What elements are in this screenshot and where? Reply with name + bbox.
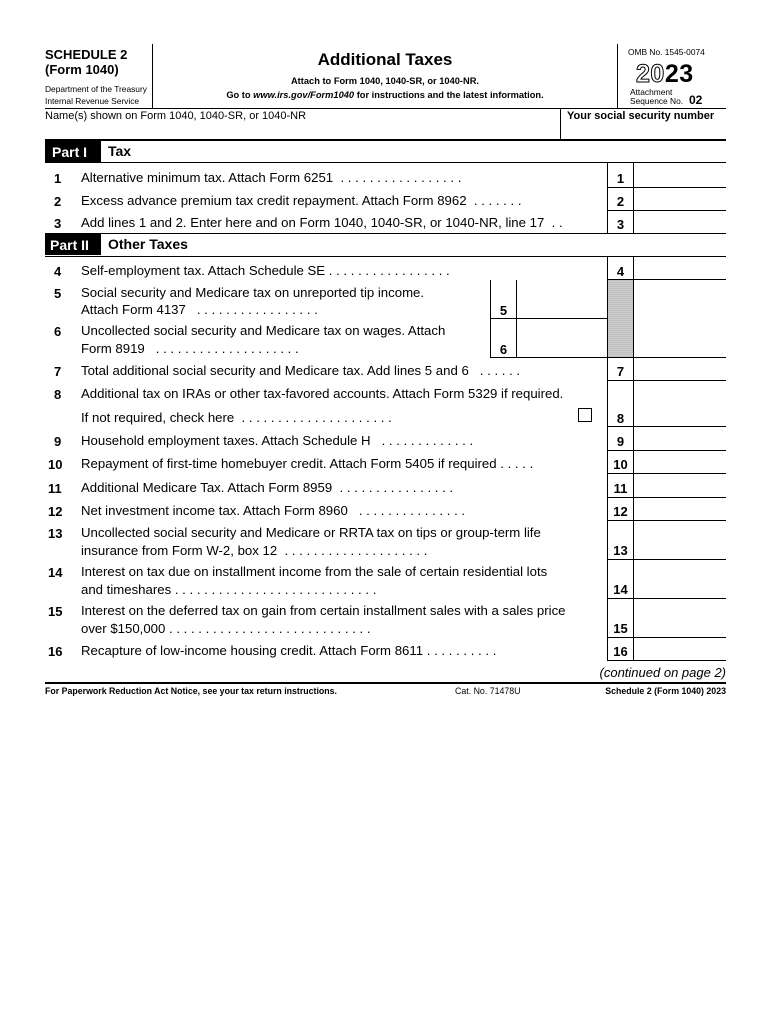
leader-dots: . . . . . bbox=[500, 456, 534, 471]
line-text bbox=[81, 480, 453, 495]
line-9-amount[interactable] bbox=[634, 427, 725, 449]
line-14-amount[interactable] bbox=[634, 560, 725, 598]
omb-number: OMB No. 1545-0074 bbox=[628, 47, 705, 57]
line-label: Add lines 1 and 2. Enter here and on Form 1040, 1040-SR, or 1040-NR, line 17 bbox=[81, 215, 545, 230]
line-label: Social security and Medicare tax on unreported tip income. bbox=[81, 285, 425, 300]
line-text bbox=[81, 363, 520, 378]
line-number: 8 bbox=[54, 387, 62, 402]
line-8-amount[interactable] bbox=[634, 404, 725, 426]
form-title: Additional Taxes bbox=[317, 50, 453, 69]
line-15-amount[interactable] bbox=[634, 599, 725, 637]
line-number: 2 bbox=[54, 194, 62, 209]
leader-dots: . . . . . . . . . . . . . . . . . . . . bbox=[284, 543, 428, 558]
part1-tag: Part I bbox=[45, 141, 101, 162]
line-5-amount[interactable] bbox=[517, 280, 607, 318]
line-text bbox=[81, 582, 376, 597]
box-label: 8 bbox=[616, 411, 625, 426]
line-label: Interest on the deferred tax on gain from certain installment sales with a sales price bbox=[81, 603, 566, 618]
line-number: 9 bbox=[54, 434, 62, 449]
line-text bbox=[81, 193, 522, 208]
leader-dots: . . . . . . . . . . . . . . . . . . . . . . . . . . . . bbox=[169, 621, 371, 636]
box-label: 13 bbox=[613, 543, 628, 558]
line-text bbox=[81, 643, 496, 658]
part1-title: Tax bbox=[108, 143, 132, 159]
names-input[interactable] bbox=[46, 124, 558, 138]
leader-dots: . . . . . . . . . . bbox=[426, 643, 497, 658]
box-label: 9 bbox=[616, 434, 625, 449]
goto-instruction bbox=[153, 90, 617, 100]
leader-dots: . . . . . . . . . . . . . . . . bbox=[339, 480, 454, 495]
line-number: 6 bbox=[54, 324, 62, 339]
line-text bbox=[81, 410, 392, 425]
continued-note: (continued on page 2) bbox=[599, 665, 726, 680]
attach-instruction: Attach to Form 1040, 1040-SR, or 1040-NR. bbox=[290, 76, 480, 86]
line-number: 14 bbox=[48, 565, 63, 580]
leader-dots: . . . . . . . . . . . . . . . . . bbox=[328, 263, 450, 278]
line-text bbox=[81, 456, 533, 471]
line-label: over $150,000 bbox=[81, 621, 166, 636]
line-label: Self-employment tax. Attach Schedule SE bbox=[81, 263, 326, 278]
box-label: 7 bbox=[616, 364, 625, 379]
leader-dots: . . . . . . . . . . . . . . . . . . . . bbox=[155, 341, 299, 356]
line-number: 1 bbox=[54, 171, 62, 186]
catalog-number: Cat. No. 71478U bbox=[455, 686, 521, 696]
line-13-amount[interactable] bbox=[634, 521, 725, 559]
line-4-amount[interactable] bbox=[634, 257, 725, 279]
line-label: Additional Medicare Tax. Attach Form 8959 bbox=[81, 480, 333, 495]
tax-year-bold: 23 bbox=[664, 60, 694, 88]
ssn-label: Your social security number bbox=[567, 110, 715, 122]
line-10-amount[interactable] bbox=[634, 451, 725, 473]
paperwork-notice: For Paperwork Reduction Act Notice, see your tax return instructions. bbox=[45, 686, 337, 696]
tax-year bbox=[636, 60, 694, 89]
line-label: Total additional social security and Medicare tax. Add lines 5 and 6 bbox=[81, 363, 469, 378]
line-12-amount[interactable] bbox=[634, 498, 725, 520]
sequence-label: Sequence No. bbox=[630, 96, 684, 106]
leader-dots: . . . . . . . . . . . . . . . . . . . . . bbox=[241, 410, 392, 425]
leader-dots: . . . . . . bbox=[479, 363, 521, 378]
line-number: 12 bbox=[48, 504, 63, 519]
line-label: Net investment income tax. Attach Form 8960 bbox=[81, 503, 348, 518]
leader-dots: . . bbox=[551, 215, 563, 230]
box-label: 12 bbox=[613, 504, 628, 519]
footer-schedule: Schedule 2 (Form 1040) 2023 bbox=[605, 686, 726, 696]
ira-checkbox[interactable] bbox=[578, 408, 592, 422]
ssn-input[interactable] bbox=[562, 124, 725, 138]
box-label: 14 bbox=[613, 582, 628, 597]
leader-dots: . . . . . . . bbox=[473, 193, 522, 208]
line-number: 11 bbox=[48, 481, 62, 496]
line-label: Attach Form 4137 bbox=[81, 302, 186, 317]
leader-dots: . . . . . . . . . . . . . . . . . bbox=[196, 302, 318, 317]
box-label: 2 bbox=[616, 194, 625, 209]
box-label: 1 bbox=[616, 171, 625, 186]
line-number: 10 bbox=[48, 457, 63, 472]
line-16-amount[interactable] bbox=[634, 638, 725, 660]
line-7-amount[interactable] bbox=[634, 358, 725, 380]
line-text bbox=[81, 215, 563, 230]
line-11-amount[interactable] bbox=[634, 474, 725, 496]
shaded-box bbox=[608, 280, 633, 357]
line-label: Repayment of first-time homebuyer credit. Attach Form 5405 if required bbox=[81, 456, 497, 471]
line-number: 4 bbox=[54, 264, 62, 279]
attachment-label: Attachment bbox=[630, 87, 673, 97]
line-label: Alternative minimum tax. Attach Form 6251 bbox=[81, 170, 334, 185]
line-text bbox=[81, 302, 318, 317]
box-label: 10 bbox=[613, 457, 628, 472]
tax-year-outline: 20 bbox=[636, 60, 665, 88]
box-label: 6 bbox=[499, 342, 508, 357]
irs-link[interactable]: www.irs.gov/Form1040 bbox=[253, 90, 355, 100]
line-label: Uncollected social security and Medicare or RRTA tax on tips or group-term life bbox=[81, 525, 541, 540]
line-label: insurance from Form W-2, box 12 bbox=[81, 543, 278, 558]
form-label: (Form 1040) bbox=[45, 62, 119, 77]
line-label: If not required, check here bbox=[81, 410, 235, 425]
line-1-amount[interactable] bbox=[634, 164, 725, 186]
line-label: and timeshares bbox=[81, 582, 172, 597]
box-label: 3 bbox=[616, 217, 625, 232]
box-label: 16 bbox=[613, 644, 628, 659]
line-6-amount[interactable] bbox=[517, 319, 607, 357]
line-label: Form 8919 bbox=[81, 341, 145, 356]
box-label: 4 bbox=[616, 264, 625, 279]
sequence-number: 02 bbox=[689, 93, 703, 107]
goto-suffix: for instructions and the latest information. bbox=[354, 90, 544, 100]
leader-dots: . . . . . . . . . . . . . . . . . bbox=[340, 170, 462, 185]
line-label: Interest on tax due on installment income from the sale of certain residential lots bbox=[81, 564, 548, 579]
line-number: 7 bbox=[54, 364, 62, 379]
schedule-label: SCHEDULE 2 bbox=[45, 47, 128, 62]
line-label: Household employment taxes. Attach Schedule H bbox=[81, 433, 371, 448]
line-3-amount[interactable] bbox=[634, 211, 725, 233]
dept-irs: Internal Revenue Service bbox=[45, 96, 140, 106]
line-2-amount[interactable] bbox=[634, 188, 725, 210]
box-label: 11 bbox=[613, 481, 628, 496]
line-text bbox=[81, 263, 450, 278]
line-label: Recapture of low-income housing credit. Attach Form 8611 bbox=[81, 643, 424, 658]
dept-treasury: Department of the Treasury bbox=[45, 84, 147, 94]
leader-dots: . . . . . . . . . . . . . . . bbox=[358, 503, 466, 518]
line-number: 16 bbox=[48, 644, 63, 659]
line-text bbox=[81, 433, 473, 448]
line-text bbox=[81, 621, 371, 636]
leader-dots: . . . . . . . . . . . . . bbox=[381, 433, 474, 448]
line-number: 5 bbox=[54, 286, 62, 301]
part2-title: Other Taxes bbox=[108, 236, 188, 252]
line-number: 15 bbox=[48, 604, 63, 619]
line-text bbox=[81, 543, 427, 558]
box-label: 5 bbox=[499, 303, 508, 318]
line-label: Excess advance premium tax credit repayment. Attach Form 8962 bbox=[81, 193, 467, 208]
line-number: 13 bbox=[48, 526, 63, 541]
line-label: Additional tax on IRAs or other tax-favored accounts. Attach Form 5329 if required. bbox=[81, 386, 564, 401]
line-label: Uncollected social security and Medicare tax on wages. Attach bbox=[81, 323, 446, 338]
line-text bbox=[81, 170, 461, 185]
goto-prefix: Go to bbox=[226, 90, 254, 100]
line-text bbox=[81, 341, 299, 356]
names-label: Name(s) shown on Form 1040, 1040-SR, or 1040-NR bbox=[45, 110, 307, 122]
box-label: 15 bbox=[613, 621, 628, 636]
line-number: 3 bbox=[54, 216, 62, 231]
part2-tag: Part II bbox=[45, 234, 101, 255]
leader-dots: . . . . . . . . . . . . . . . . . . . . . . . . . . . . bbox=[174, 582, 377, 597]
line-text bbox=[81, 503, 465, 518]
